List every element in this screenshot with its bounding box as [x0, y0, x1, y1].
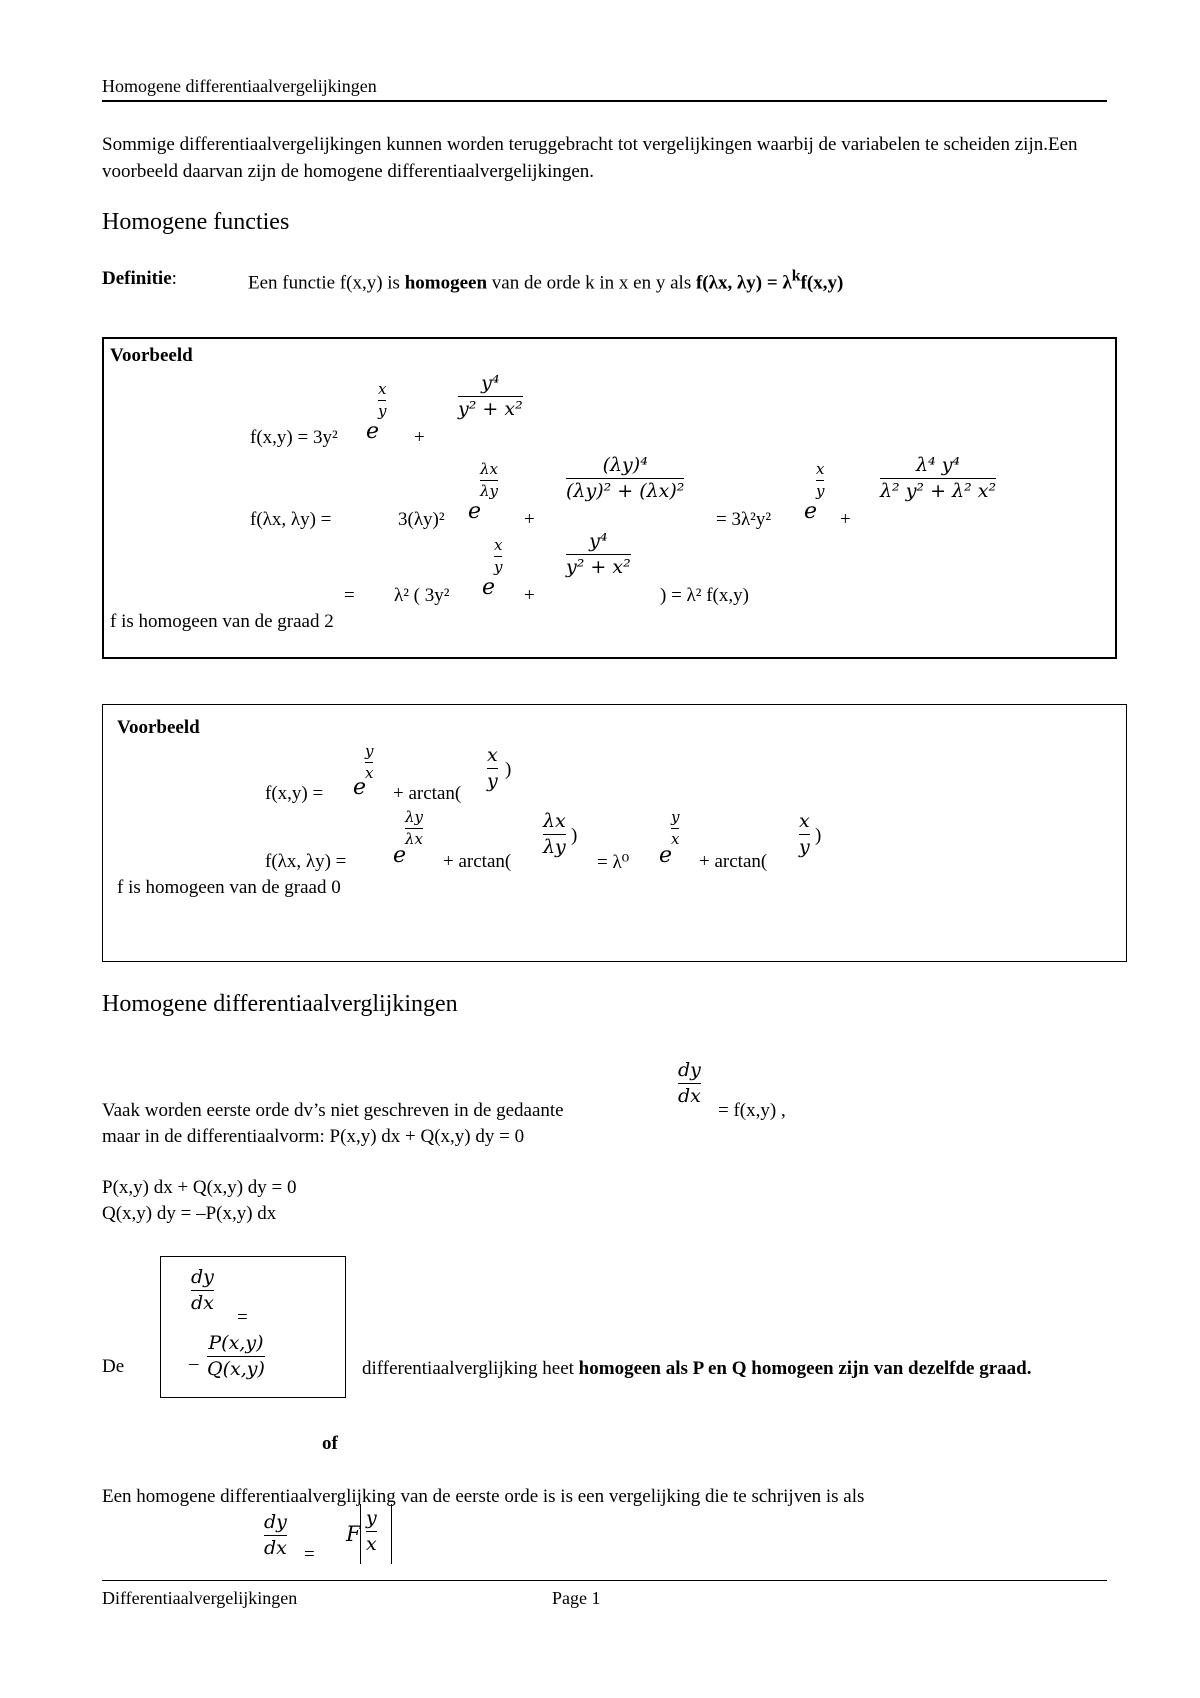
ex1-conclusion: f is homogeen van de graad 2	[110, 611, 334, 632]
ex2-conclusion: f is homogeen van de graad 0	[117, 877, 341, 898]
section2-last-line: Een homogene differentiaalverglijking van de eerste orde is is een vergelijking die te schrijven is als	[102, 1486, 865, 1507]
ex2-line1-close: )	[505, 759, 512, 780]
ex2-line2-e2: e	[659, 843, 673, 868]
ex2-line2-close: )	[571, 825, 578, 846]
ex1-line2-e: e	[468, 499, 482, 524]
homogeneous-description: differentiaalverglijking heet homogeen als P en Q homogeen zijn van dezelfde graad.	[362, 1358, 1032, 1379]
box-fraction: P(x,y) Q(x,y)	[207, 1332, 265, 1380]
ex1-line1-plus: +	[414, 427, 425, 448]
last-F: F	[346, 1522, 361, 1546]
definition-text: Een functie f(x,y) is homogeen van de orde k in x en y als f(λx, $\lambda y) = \lambda^kf(x,y)$	[248, 268, 844, 294]
ex1-line2-plus: +	[524, 509, 535, 530]
ex2-line1-fraction: x y	[487, 744, 498, 792]
header-divider	[102, 100, 1107, 102]
ex2-line2-arctan: + arctan(	[443, 851, 512, 872]
ex1-line2-eq: = 3λ²y²	[716, 509, 772, 530]
footer-title: Differentiaalvergelijkingen	[102, 1588, 298, 1608]
ex1-line3-plus: +	[524, 585, 535, 606]
example-box-2	[102, 704, 1127, 962]
ex1-line2-fraction2: λ⁴ y⁴ λ² y² + λ² x²	[880, 454, 997, 502]
ex2-line1-e: e	[353, 775, 367, 800]
section2-line1: Vaak worden eerste orde dv’s niet geschreven in de gedaante	[102, 1100, 564, 1121]
ex1-line2-coef: 3(λy)²	[398, 509, 445, 530]
section-heading-homogene-dv: Homogene differentiaalverglijkingen	[102, 991, 458, 1017]
ex1-line2-plus2: +	[840, 509, 851, 530]
footer-page-number: Page 1	[552, 1588, 601, 1608]
section2-line1-rhs: = f(x,y) ,	[718, 1100, 786, 1121]
ex2-line2-eq: = λ⁰	[597, 852, 630, 873]
example-2-title: Voorbeeld	[117, 717, 200, 738]
ex1-line3-eq: =	[344, 585, 355, 606]
intro-paragraph: Sommige differentiaalvergelijkingen kunnen worden teruggebracht tot vergelijkingen waarbij de variabelen te scheiden zijn.Een voorbeeld daarvan zijn de homogene differentiaalvergelijkingen.	[102, 134, 1078, 182]
ex2-line2-fraction2: x y	[799, 810, 810, 858]
ex2-line1-lhs: f(x,y) =	[265, 783, 324, 804]
ex1-line2-exponent2: x y	[816, 460, 825, 500]
page-header-title: Homogene differentiaalvergelijkingen	[102, 76, 377, 96]
example-1-title: Voorbeeld	[110, 345, 193, 366]
or-label: of	[322, 1433, 338, 1454]
box-dydx: dy dx	[191, 1266, 214, 1314]
section-heading-homogene-functies: Homogene functies	[102, 209, 290, 235]
homogeneous-condition-box	[160, 1256, 346, 1398]
ex1-line1-exponent: x y	[378, 380, 387, 420]
ex2-line2-close2: )	[815, 825, 822, 846]
ex2-line2-exponent: λy λx	[405, 808, 423, 848]
last-dydx: dy dx	[264, 1511, 287, 1559]
ex1-line1-fraction: y⁴ y² + x²	[458, 372, 523, 420]
ex1-line3-rhs: ) = λ² f(x,y)	[660, 585, 749, 606]
definition-label: Definitie:	[102, 268, 177, 289]
last-fraction: y x	[366, 1507, 377, 1555]
section2-eq2: Q(x,y) dy = –P(x,y) dx	[102, 1203, 277, 1224]
last-eq: =	[304, 1544, 315, 1565]
box-eq: =	[237, 1307, 248, 1328]
section2-dydx: dy dx	[678, 1059, 701, 1107]
footer-divider	[102, 1580, 1107, 1581]
section2-eq1: P(x,y) dx + Q(x,y) dy = 0	[102, 1177, 297, 1198]
ex1-line3-exponent: x y	[494, 536, 503, 576]
ex2-line2-exponent2: y x	[671, 808, 680, 848]
ex1-line3-e: e	[482, 575, 496, 600]
ex1-line2-lhs: f(λx, λy) =	[250, 509, 332, 530]
ex1-line2-e2: e	[804, 499, 818, 524]
ex2-line2-lhs: f(λx, λy) =	[265, 851, 347, 872]
example-box-1	[102, 337, 1117, 659]
ex1-line3-coef: λ² ( 3y²	[394, 585, 450, 606]
ex1-line1-e: e	[366, 419, 380, 444]
de-label: De	[102, 1356, 125, 1377]
ex1-line3-fraction: y⁴ y² + x²	[566, 530, 631, 578]
section2-line2: maar in de differentiaalvorm: P(x,y) dx + Q(x,y) dy = 0	[102, 1126, 525, 1147]
ex1-line1-lhs: f(x,y) = 3y²	[250, 427, 338, 448]
ex2-line1-arctan: + arctan(	[393, 783, 462, 804]
box-minus: –	[189, 1353, 199, 1374]
ex1-line2-exponent: λx λy	[480, 460, 498, 500]
ex2-line2-arctan2: + arctan(	[699, 851, 768, 872]
ex2-line2-e: e	[393, 843, 407, 868]
ex2-line1-exponent: y x	[365, 742, 374, 782]
ex1-line2-fraction: (λy)⁴ (λy)² + (λx)²	[566, 454, 685, 502]
ex2-line2-fraction: λx λy	[543, 810, 566, 858]
